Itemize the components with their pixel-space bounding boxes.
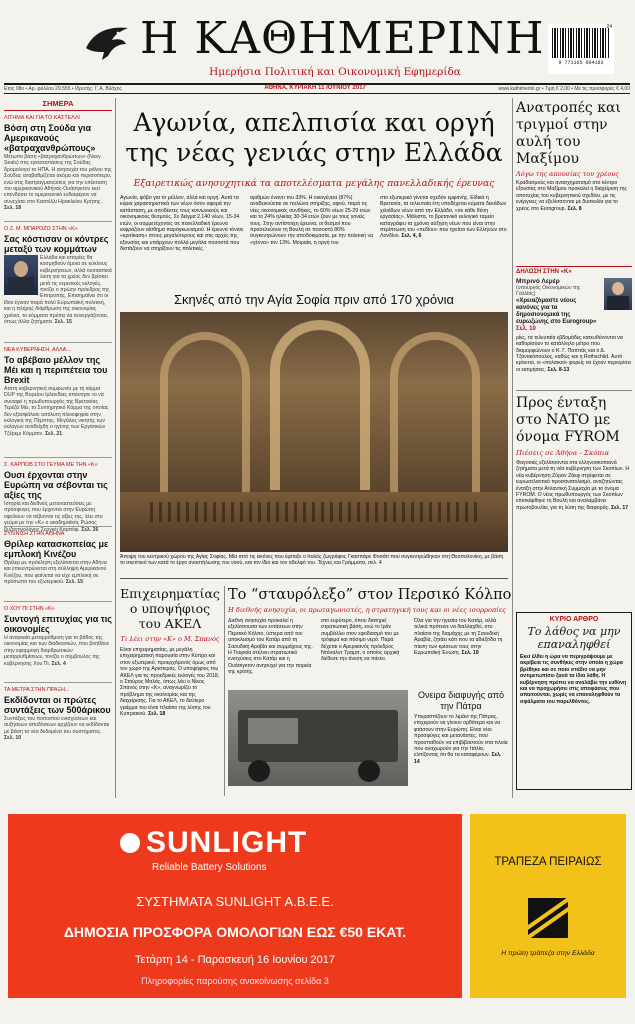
- sidebar-body: Ελλάδα και ιστορίες θα κοσμηθούν όμοια σε κύκλους κυβερνήσεων, αλλά ουσιαστικά λύση για τα χρέος δεν βρίσκει μετά τις νεμεσικές εκλογές, τονίζει ο πρώην πρόεδρος της Επιτροπής. Επισημαίνει ότι οι ίδιοι έγιναν παρά πολύ Ευρωπαϊκή πολιτική, και η πλήρης διάρθρωση της οικονομίας χρόνια, το κόμματα πρέπει να συνεργάζονται, όπως άλλα ζητήματα. Σελ. 15: [4, 255, 112, 326]
- sidebar-kicker: ΛΙΤΗΜΑ ΚΑΙ ΓΙΑ ΤΟ ΚΑΣΤΕΛΛΙ: [4, 115, 80, 121]
- interview-kicker: ΔΗΛΩΣΗ ΣΤΗΝ «Κ»: [516, 266, 632, 276]
- sidebar-body: Συντάξεις του ποσοστού ενισχύσεων και αυξήσεων αποδόσεων αρχίζουν να εκδίδονται με βάση τα νέα δεδομένα του συστήματος. Σελ. 10: [4, 716, 110, 742]
- gulf-deck: Η διεθνής ανησυχία, οι πρωταγωνιστές, η στρατηγική τους και οι νέες ισορροπίες: [228, 606, 506, 614]
- sunlight-dates: Τετάρτη 14 - Παρασκευή 16 Ιουνίου 2017: [135, 954, 335, 966]
- sidebar-kicker: Ο ΧΟΥ ΠΙ ΣΤΗΝ «Κ»: [4, 606, 55, 612]
- gulf-headline: Το “σταυρόλεξο” στον Περσικό Κόλπο: [228, 587, 512, 603]
- sidebar-kicker: ΤΑ ΜΕΤΡΑ ΣΤΗΝ ΠΡΑΞΗ...: [4, 687, 70, 693]
- interview-box[interactable]: [516, 266, 632, 390]
- meta-right: www.kathimerini.gr • Τιμή € 2,00 • Με τις προσφορές € 4,00: [498, 86, 630, 92]
- sunlight-offer: ΔΗΜΟΣΙΑ ΠΡΟΣΦΟΡΑ ΟΜΟΛΟΓΙΩΝ ΕΩΣ €50 ΕΚΑΤ.: [63, 924, 407, 940]
- story-fyrom[interactable]: [516, 390, 632, 612]
- sidebar-body: Η αναγκαία μεταρρύθμιση για το βάθος της οικονομίας και των διαδικασιών, που βοηθάνε στην εφαρμογή διαρθρωτικών μεταρρυθμίσεων, τονίζει ο σύμβουλος της κυβέρνησης Χου Πι. Σελ. 4: [4, 635, 109, 667]
- maximos-deck: Λόγω της απουσίας του χρέους: [516, 170, 619, 178]
- photo-title: Σκηνές από την Αγία Σοφία πριν από 170 χρόνια: [173, 292, 455, 307]
- akel-body: Είναι επιχειρηματίας, με μεγάλη επιχειρηματική παρουσία στην Κύπρο και στον εξωτερικό, προερχόμενος όμως από τον χώρο της Αριστεράς. Ο υποψήφιος του ΑΚΕΛ για τις προεδρικές εκλογές του 2018, ο Σταύρος Μαλάς, όπως λέει ο Νίκος Σπανός στην «Κ», αναγνωρίζει το πρόβλημα της οικονομίας και της διαχείρισης. Για το ΑΚΕΛ, το δεύτερο γράμμα του είναι πλαίσιο της λύσης του Κυπριακού. Σελ. 18: [120, 647, 220, 718]
- lead-col-3: στο εξωτερικό γίνεται σχεδόν εμφανής. Ειδικά η Βρετανία, τα τελευταία έτη υποδέχεται κύματα δεκάδων χιλιάδων νέων από την Ελλάδα, «σε κάθε θέση εργασίας». Μάλιστα, το βρετανικό εκλογικό ταμείο καταγράφει τα χρόνια αύξηση νέων που είναι στην περίπτωση του «πεδίου» που ηγείται των Ελλήνων στο Λονδίνο. Σελ. 4, 6: [380, 195, 507, 240]
- sidebar-body: Ατατη κοβερνητική συμφωνία με τη κόμμα DUP της Βορείου Ιρλανδίας απέκτησε το να συναφεί η πρωθυπουργός της Βρετανίας Τερέζα Μέι, το Συντηρητικό Κόμμα της οποίας δεν εξασφάλισε απόλυτη πλειοψηφία στην εκλογική της Πέμπτης. Μεγάλος νικητής των εκλογών αναδείχθη ο ηγέτης των Εργατικών Τζέρεμι Κόρμπιν. Σελ. 21: [4, 386, 109, 437]
- fyrom-deck: Πιέσεις σε Αθήνα - Σκόπια: [516, 449, 610, 457]
- sidebar-header: ΣΗΜΕΡΑ: [4, 96, 112, 111]
- bird-logo-icon: [84, 22, 130, 62]
- sidebar-item[interactable]: [4, 346, 112, 458]
- sidebar-item[interactable]: [4, 530, 112, 602]
- akel-article[interactable]: [120, 586, 220, 796]
- editorial-body: Εκεί έλθει η ώρα να περιγράψουμε με ακρίβεια τις συνθήκες στην οποία η χώρα βρέθηκε και σε ποιο στάδιο να μην αντιμετωπίσει ξανά τα ίδια λάθη. Η κυβέρνηση πρέπει να αναλάβει την ευθύνη και να προχωρήσει στις αποφάσεις που απαιτούνται, χωρίς να επαναληφθούν τα σφάλματα του παρελθόντος.: [520, 654, 627, 705]
- piraeus-ad[interactable]: [470, 814, 626, 998]
- sidebar-headline: Ουσι έρχονται στην Ευρώπη να σέβονται τις αξίες της: [4, 470, 108, 500]
- sunlight-tagline: Reliable Battery Solutions: [152, 862, 267, 873]
- piraeus-slogan: Η πρώτη τράπεζα στην Ελλάδα: [501, 950, 595, 957]
- fyrom-headline: Προς ένταξη στο ΝΑΤΟ με όνομα FYROM: [516, 395, 620, 445]
- sidebar-item[interactable]: [4, 461, 112, 533]
- patras-story[interactable]: [414, 690, 508, 794]
- sidebar-item[interactable]: [4, 114, 112, 222]
- editorial-box[interactable]: [516, 612, 632, 790]
- fyrom-body: Φαγοσιές εξελίσσονται στα ελληνοσκοπιανά ζητήματα μετά τη νέα κυβέρνηση των Σκοπίων. Η νέα κυβέρνηση Ζόραν Ζάεφ στρέφεται σε ευρωατλαντικό προσανατολισμό, αναζητώντας ένταξη στην Ατλαντική Συμμαχία με το όνομα FYROM. Ο νέος πρωθυπουργός των Σκοπίων επισκέφθηκε τη Βουλή και αναλαμβάνει πρωτοβουλίες για τη λύση της διαφοράς. Σελ. 17: [516, 460, 630, 511]
- patras-headline: Ονειρα διαφυγής από την Πάτρα: [417, 690, 505, 711]
- sidebar-headline: Συντογή επιτυχίας για τις οικονομίες: [4, 614, 112, 634]
- editorial-kicker: ΚΥΡΙΟ ΑΡΘΡΟ: [549, 616, 599, 623]
- maximos-body: Κραδασμούς και ανασχηματισμό στο κέντρο εξουσίας στο Μαξίμου προκαλεί η διαχείριση της αποτυχίας του κυβερνητικού σχεδίου, με τις ενέργειες να εξελίσσονται με δυσκολία για το χρέος στο Eurogroup. Σελ. 8: [516, 180, 628, 212]
- piraeus-logo-icon: [528, 898, 568, 938]
- sidebar: [4, 96, 112, 798]
- sidebar-kicker: ΝΕΑ ΚΥΒΕΡΝΗΣΗ, ΑΛΛΑ...: [4, 347, 71, 353]
- sidebar-headline: Εκδίδονται οι πρώτες συντάξεις των 500άρικου: [4, 695, 111, 715]
- interview-body: ρίες, τα τελευταία εβδομάδες κατευθύνονται να καθορίσουν το κατάλληλο μέτρο που διαμορφώνουν ο Κ. Γ. Παππάς και ο Δ. Τζανακόπουλος, καθώς και η Rothschild. Αυτό κρίνεται, οι «πολιτικοί» φορείς να έχουν περιορίσει οι εκτιμήσεις. Σελ. 8-13: [516, 334, 632, 373]
- sidebar-body: Μέτωπο βάση «βατραχανθρώπων» (Navy Seals) στις εγκαταστάσεις της Σούδας δρομολογεί το ΗΠΑ. Η ανησυχία του ρόλου της Σούδας αναβαθμίζεται ακόμα και περισσότερο, ενώ στις διαπραγματεύσεις για την επέκταση του αμερικανικού Αθήνας-Ουάσιγκτον εκεί επενδύσει το αμερικανικό ενδιαφέρον να συνεχίσει στο Καστέλλι Ηρακλείου Κρήτης. Σελ. 18: [4, 154, 112, 212]
- interview-name: Μπρινό Λεμέρ: [516, 278, 560, 285]
- gulf-col-3: Όλα για την ηγεσία του Κατάρ, αλλά τελικά πρότεινε να διαλλαχθεί, στο πλαίσιο της διαμάχης με τη Σαουδική Αραβία, ζητάει κάτι που τα αδιέξοδα τη πίεση των κρίσεων τους στην Ευρωπαϊκή Ένωση. Σελ. 19: [414, 618, 503, 657]
- sunlight-company: ΣΥΣΤΗΜΑΤΑ SUNLIGHT Α.Β.Ε.Ε.: [136, 894, 334, 909]
- lead-headline: Αγωνία, απελπισία και οργή της νέας γενιάς στην Ελλάδα: [125, 108, 503, 167]
- meta-left: Ετος 98ο • Αρ. φύλλου 29.555 • Ιδρυτής: Γ. Α. Βλάχος: [4, 86, 122, 92]
- barcode-code: 24: [606, 24, 612, 30]
- sunlight-ad[interactable]: [8, 814, 462, 998]
- lead-deck: Εξαιρετικώς ανησυχητικά τα αποτελέσματα μεγάλης πανελλαδικής έρευνας: [133, 178, 495, 189]
- sidebar-kicker: Σ. ΚΑΡΠΟΒ ΣΤΟ ΓΕΥΜΑ ΜΕ ΤΗΝ «Κ»: [4, 462, 98, 468]
- sidebar-item[interactable]: [4, 686, 112, 756]
- sidebar-headline: Θρίλερ κατασκοπείας με εμπλοκή Κινέζου: [4, 539, 109, 559]
- sidebar-item[interactable]: [4, 225, 112, 343]
- meta-date: ΑΘΗΝΑ, ΚΥΡΙΑΚΗ 11 ΙΟΥΝΙΟΥ 2017: [264, 85, 366, 91]
- masthead: [0, 0, 635, 92]
- sidebar-headline: Το αβέβαιο μέλλον της Μέι και η περιπέτεια του Brexit: [4, 355, 108, 385]
- lead-col-1: Αγωνία, φόβο για το μέλλον, αλλά και οργή. Αυτά τα κύρια χαρακτηριστικά των νέων όσον αφορά την κατάσταση, με αποδέκτες τους κοινωνικούς και οικονομικούς θεσμούς. Σε δείγμα 2.140 νέων, 15-34 ετών, οι συμμετέχοντες σε πανελλαδική έρευνα εκφράζουν αίσθημα παραγκωνισμού. Η έρευνα τόνισε «κριτίκαση» στους μεγαλύτερους και στις αρχές της εξουσίας και υπάρχουν πολλά μεγάλα ποσοστά που διστάζουν να στηρίξουν τις πολιτικές.: [120, 195, 244, 253]
- interview-quote: «Χρειαζόμαστε νέους κανόνες για τα δημοσιονομικά της ευρωζώνης στο Eurogroup» Σελ. 10: [516, 297, 597, 332]
- maximos-headline: Ανατροπές και τριγμοί στην αυλή του Μαξίμου: [516, 100, 621, 167]
- barcode-number: 9 771105 004183: [558, 60, 604, 66]
- sidebar-body: Θρίλερ με πρόκληση εξελίσσεται στην Αθήνα και επικεντρώνεται στη σύλληψη Αμερικανού Κινέζου, που φαίνεται να είχε εμπλοκή σε πρόσωπα του εξωτερικού. Σελ. 15: [4, 560, 107, 586]
- newspaper-subtitle: Ημερήσια Πολιτική και Οικονομική Εφημερίδα: [209, 66, 461, 78]
- sidebar-headline: Σας κόστισαν οι κόντρες μεταξύ των κομμάτων: [4, 234, 109, 254]
- lead-col-2: αριθμών έναντι του 33%. Η οικογένεια (87%) αναδεικνύεται σε πυλώνα στήριξης, αφού, παρά τις νέες οικονομικές συνθήκες, το 60% νέων 25-29 ετών και το 24% ηλικίας 30-34 ετών ζουν με τους γονείς τους. Στην αντίστοιχη έρευνα, οι θεσμοί που προσελκύουν τη Βουλή σε ποσοστό 86% συγκεντρώνουν την αποδοκιμασία, με την πολιτική να «γέννα» τον 13%. Μοιραία, η οργή του: [250, 195, 374, 246]
- sunlight-brand: SUNLIGHT: [146, 826, 308, 859]
- editorial-headline: Το λάθος να μην επαναληφθεί: [527, 625, 621, 651]
- lead-article[interactable]: [120, 108, 508, 288]
- right-column: [516, 100, 632, 798]
- akel-headline: Επιχειρηματίας ο υποψήφιος του ΑΚΕΛ: [120, 586, 220, 631]
- newspaper-title: Η ΚΑΘΗΜΕΡΙΝΗ: [140, 13, 545, 64]
- sunlight-logo: [120, 826, 307, 860]
- sidebar-headline: Βόση στη Σούδα για Αμερικανούς «βατραχανθρώπους»: [4, 123, 96, 153]
- lemaire-photo: [604, 278, 632, 310]
- sidebar-kicker: Ο Ζ. Μ. ΜΠΑΡΟΖΟ ΣΤΗΝ «Κ»: [4, 226, 78, 232]
- gulf-col-2: στο ευρύτερο, όπου διατηρεί στρατιωτική βάση, ενώ το Ιράν συμβάλλει στον εφοδιασμό του με τρόφιμα και πόσιμο νερό. Παρά δέχεται ο Αμερικανός πρόεδρος Ντόναλντ Τραμπ, ο οποίος αρχικά διέθεσε την άνεση να πιέσει.: [321, 618, 400, 663]
- hagia-sophia-painting: [120, 312, 508, 552]
- gulf-col-1: Διεθνή ανησυχία προκαλεί η εξελίσσουσα των εντάσεων στην Περσικό Κόλπο, ύστερα από τον αποκλεισμό του Κατάρ από τη Σαουδική Αραβία και συμμάχους της. Η Τουρκία στέλνει στρατιωτικό ενισχύσεις στο Κατάρ και η Ουάσιγκτον ανησυχεί για την πορεία της κρίσης.: [228, 618, 313, 676]
- akel-byline: Τι λέει στην «Κ» ο Μ. Σπανός: [120, 635, 220, 643]
- sidebar-body: Ιστορία και διεθνείς μεταναστεύσεις με πρόσφυγες που έρχονται στην Ευρώπη οφείλουν να σέβονται τις αξίες της, λέει στο γεύμα με την «Κ» ο ακαδημαϊκός Ρώσος βυζαντινολόγος Σεργκέι Καρπόφ. Σελ. 26: [4, 501, 103, 533]
- patras-body: Υπερασπίζουν το λιμάνι της Πάτρας, επιχειρούν να γίνουν ορθότερα και να φτάσουν στην Ευρώπη. Είναι νέοι προσφύγες και μετανάστες, που προσπαθούν να επιβιβαστούν στα πλοία που αναχωρούν για την Ιταλία, ελπίζοντας ότι θα τα καταφέρουν. Σελ. 14: [414, 714, 508, 765]
- sidebar-kicker: ΖΥΛΙΝΙΣΗ ΣΤΗΝ ΑΘΗΝΑ: [4, 531, 65, 537]
- sun-icon: [120, 833, 140, 853]
- truck-photo: [228, 690, 408, 786]
- photo-caption: Άποψη του κεντρικού χώρου της Αγίας Σοφίας. Μία από τις εικόνες που έφτιαξε ο Ιταλός ζωγράφος Γκασπάρε Φοσάτι που συγκεντρώθηκαν στη Θεσσαλονίκη, με βάση το σκεπτικό των κατά το έργο αναστήλωσης του ναού, και τον ίδιο και τον αδελφό του. Τέχνες και Γράμματα, σελ. 4: [120, 554, 504, 567]
- interview-role: (υπουργός Οικονομικών της Γαλλίας): [516, 285, 581, 298]
- barcode: [548, 24, 614, 74]
- main-photo-block[interactable]: [120, 292, 508, 570]
- gulf-article[interactable]: [228, 586, 512, 798]
- piraeus-brand: ΤΡΑΠΕΖΑ ΠΕΙΡΑΙΩΣ: [494, 856, 602, 868]
- story-maximos[interactable]: [516, 100, 632, 266]
- sidebar-item[interactable]: [4, 605, 112, 683]
- sunlight-info: Πληροφορίες παρούσης ανακοίνωσης σελίδα 3: [141, 976, 329, 986]
